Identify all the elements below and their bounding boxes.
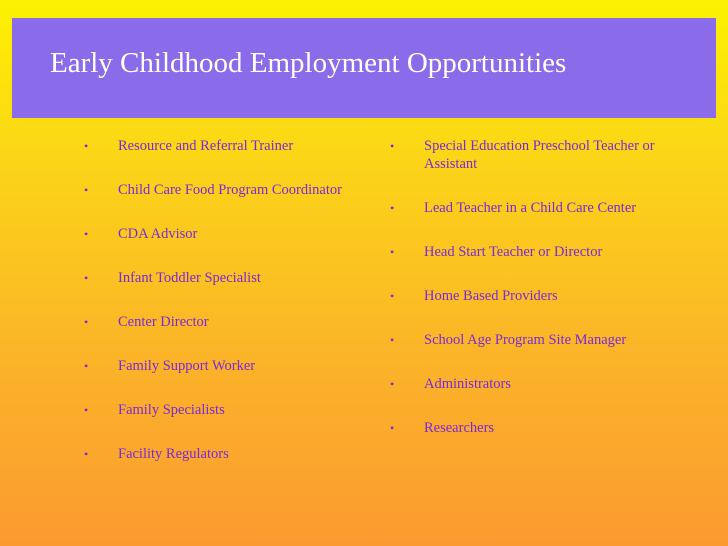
bullet-icon: • — [84, 359, 89, 373]
list-item — [84, 313, 354, 331]
right-bullet-list — [390, 137, 660, 463]
bullet-icon: • — [390, 333, 395, 347]
list-item — [390, 375, 660, 393]
bullet-icon: • — [84, 403, 89, 417]
bullet-icon: • — [390, 377, 395, 391]
list-item — [84, 401, 354, 419]
bullet-icon: • — [390, 139, 395, 153]
list-item — [84, 445, 354, 463]
list-item — [390, 199, 660, 217]
bullet-icon: • — [84, 271, 89, 285]
list-item — [84, 225, 354, 243]
list-item-text: Special Education Preschool Teacher or Assistant — [424, 138, 655, 172]
list-item — [390, 419, 660, 437]
list-item-text: Facility Regulators — [118, 446, 229, 462]
bullet-icon: • — [390, 245, 395, 259]
bullet-icon: • — [84, 447, 89, 461]
list-item — [390, 331, 660, 349]
bullet-icon: • — [390, 201, 395, 215]
bullet-icon: • — [84, 139, 89, 153]
list-item-text: Child Care Food Program Coordinator — [118, 182, 342, 198]
list-item-text: Infant Toddler Specialist — [118, 270, 261, 286]
list-item-text: Researchers — [424, 420, 495, 436]
list-item — [84, 269, 354, 287]
list-item-text: Lead Teacher in a Child Care Center — [424, 200, 637, 216]
list-item-text: School Age Program Site Manager — [424, 332, 627, 348]
list-item-text: Home Based Providers — [424, 288, 558, 304]
bullet-icon: • — [390, 421, 395, 435]
list-item-text: Resource and Referral Trainer — [118, 138, 294, 154]
list-item-text: Family Specialists — [118, 402, 225, 418]
bullet-icon: • — [84, 183, 89, 197]
list-item — [390, 287, 660, 305]
bullet-icon: • — [84, 315, 89, 329]
slide-title: Early Childhood Employment Opportunities — [50, 47, 567, 79]
list-item — [84, 137, 354, 155]
list-item-text: Head Start Teacher or Director — [424, 244, 603, 260]
list-item-text: Family Support Worker — [118, 358, 256, 374]
list-item-text: CDA Advisor — [118, 226, 198, 242]
list-item — [390, 243, 660, 261]
list-item-text: Administrators — [424, 376, 511, 392]
list-item — [84, 357, 354, 375]
bullet-icon: • — [390, 289, 395, 303]
list-item — [84, 181, 354, 199]
bullet-icon: • — [84, 227, 89, 241]
list-item-text: Center Director — [118, 314, 209, 330]
left-bullet-list — [84, 137, 354, 489]
list-item — [390, 137, 660, 173]
